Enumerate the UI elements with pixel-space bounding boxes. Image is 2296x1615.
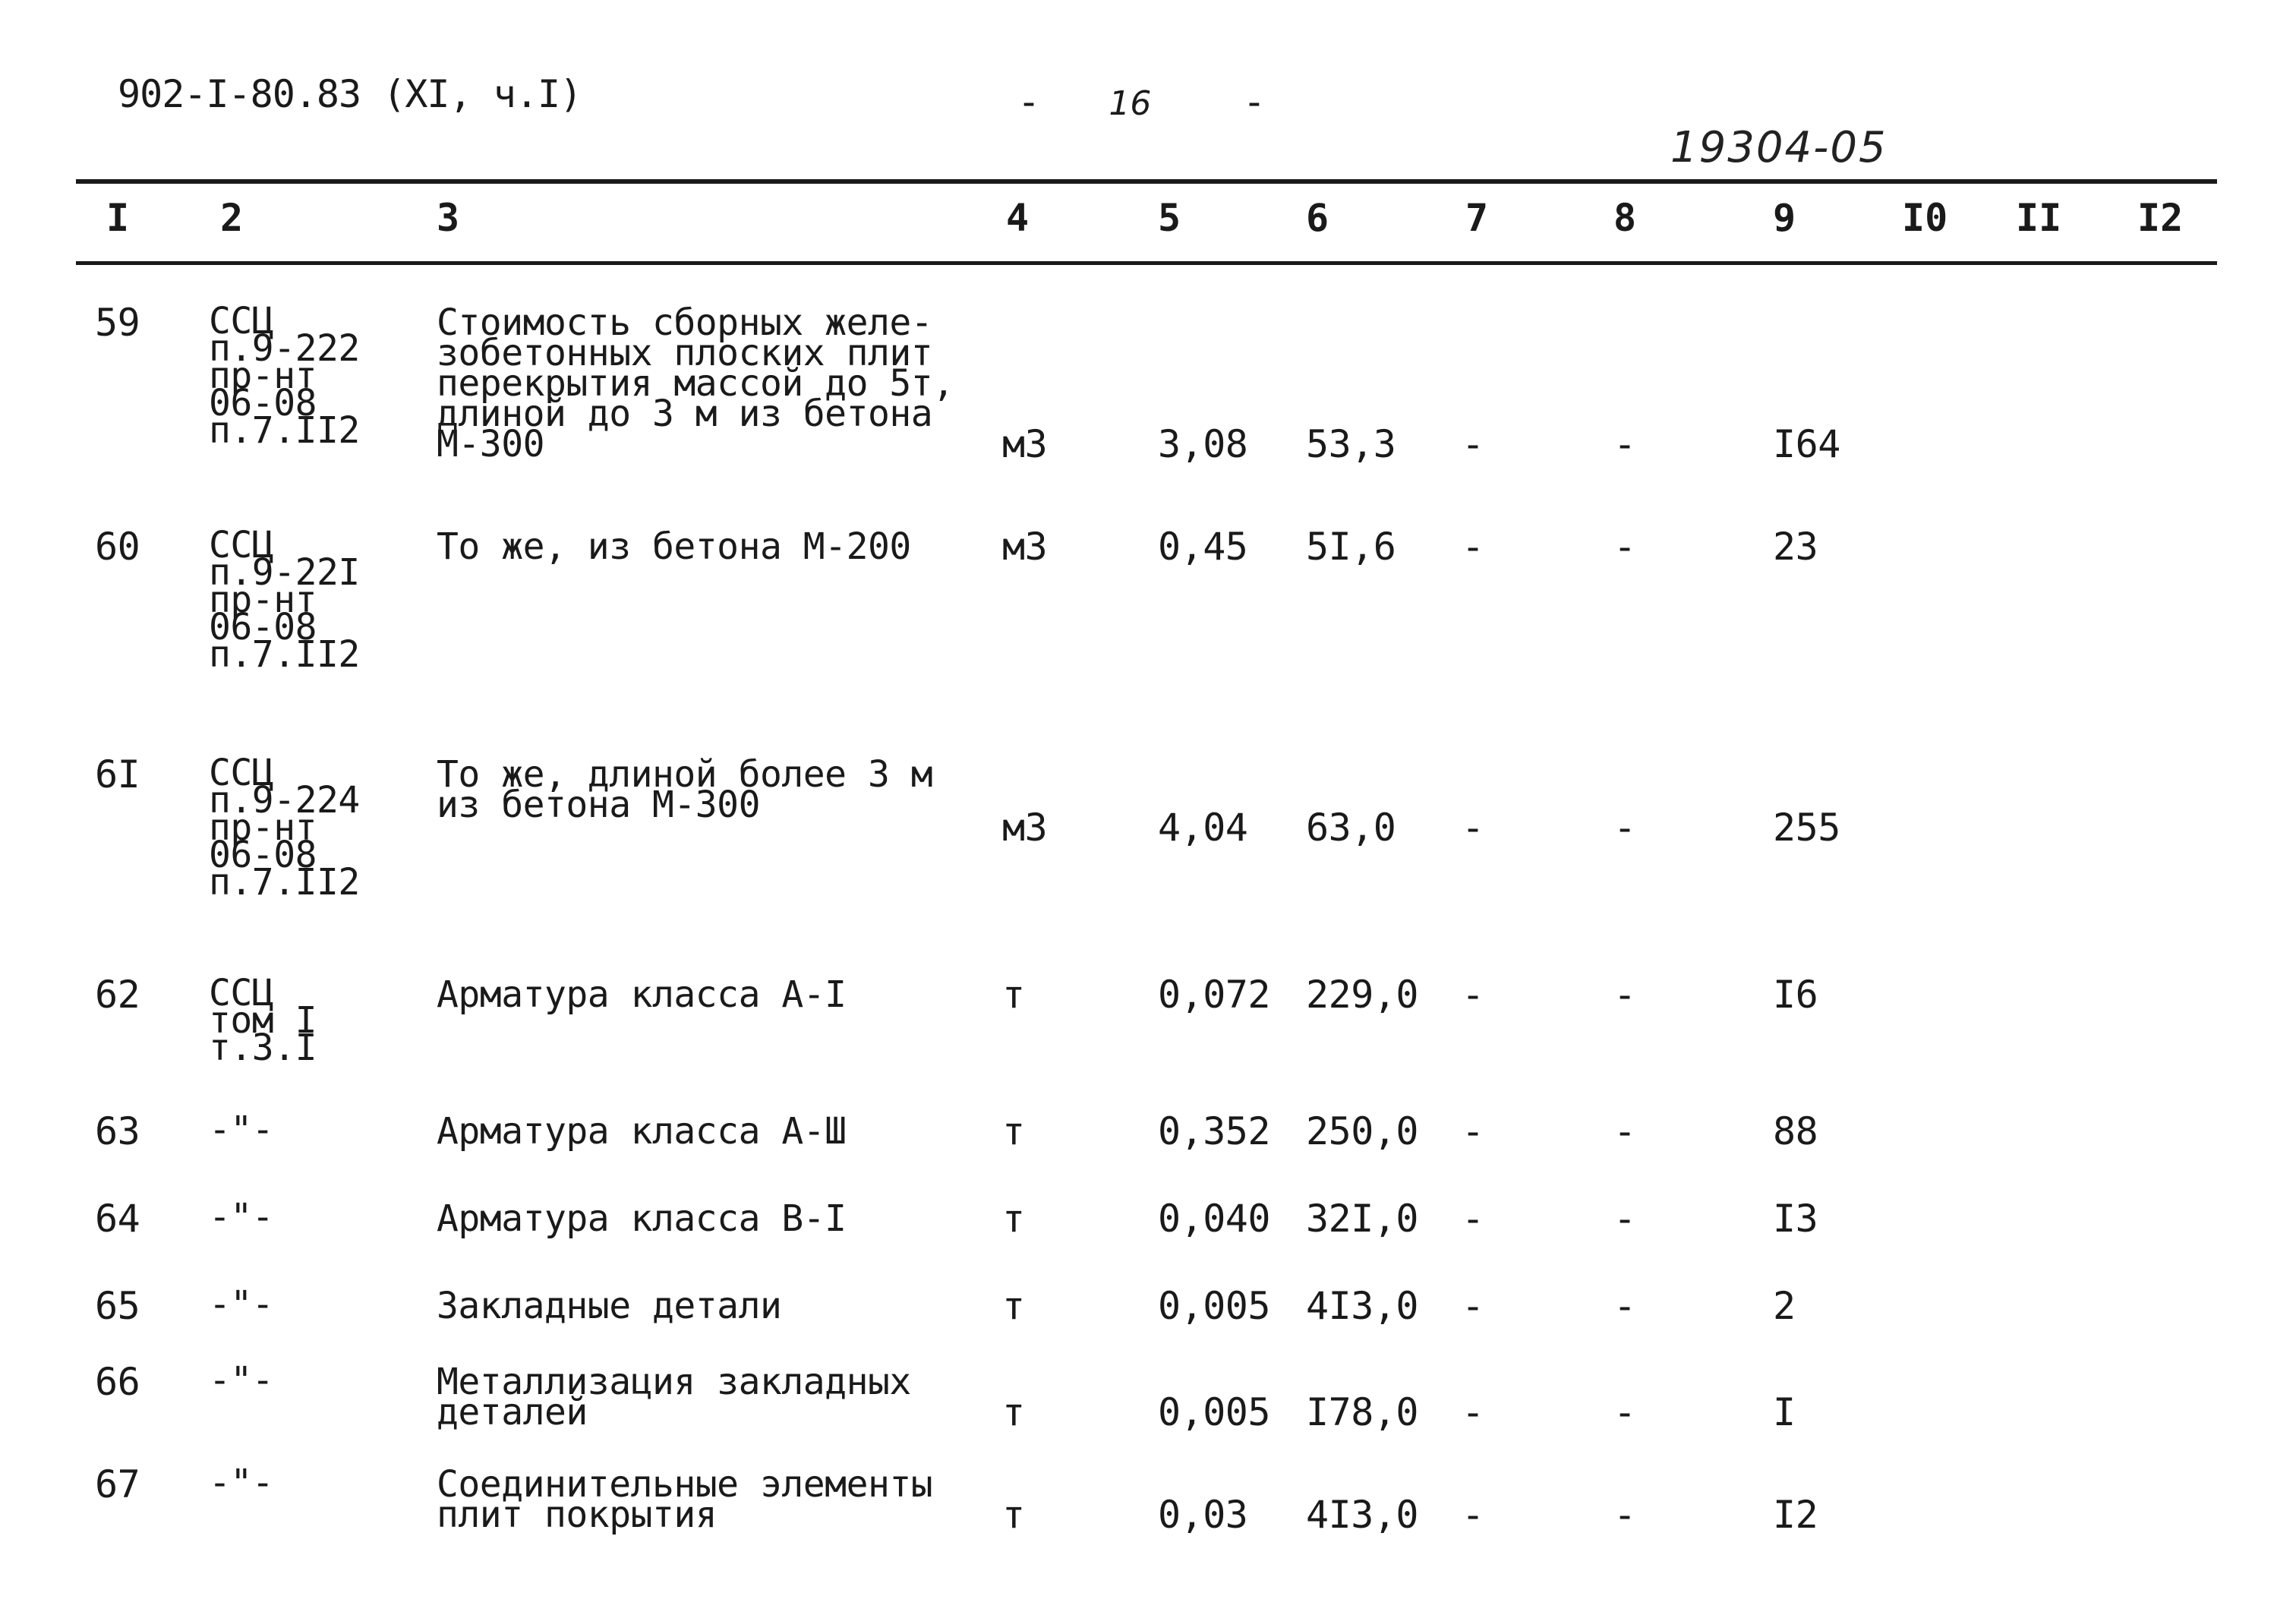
unit: т (1002, 973, 1025, 1017)
item-description: Закладные детали (437, 1285, 782, 1327)
price-reference: ССЦ том I т.3.I (209, 972, 317, 1069)
item-description: Металлизация закладных деталей (437, 1361, 911, 1434)
item-description: Арматура класса В-I (437, 1197, 847, 1240)
column-header-6: 6 (1306, 196, 1329, 240)
quantity: 4,04 (1158, 806, 1248, 850)
unit-price: 32I,0 (1306, 1197, 1419, 1241)
column-8-value: - (1613, 1197, 1636, 1241)
column-header-11: II (2016, 196, 2062, 240)
item-description: Соединительные элементы плит покрытия (437, 1463, 933, 1536)
quantity: 0,072 (1158, 973, 1271, 1017)
document-code: 902-I-80.83 (XI, ч.I) (118, 72, 582, 116)
unit-price: 4I3,0 (1306, 1493, 1419, 1537)
unit-price: 4I3,0 (1306, 1284, 1419, 1328)
page-number-dash-left: - (1017, 80, 1041, 124)
column-7-value: - (1462, 806, 1484, 850)
price-reference: -"- (209, 1196, 274, 1238)
quantity: 0,005 (1158, 1390, 1271, 1434)
row-number: 67 (95, 1462, 140, 1506)
row-number: 65 (95, 1284, 140, 1328)
row-number: 62 (95, 973, 140, 1017)
quantity: 3,08 (1158, 422, 1248, 466)
column-8-value: - (1613, 1284, 1636, 1328)
column-8-value: - (1613, 973, 1636, 1017)
row-number: 60 (95, 525, 140, 569)
column-7-value: - (1462, 525, 1484, 569)
unit-price: 53,3 (1306, 422, 1396, 466)
column-header-2: 2 (220, 196, 244, 240)
column-8-value: - (1613, 1390, 1636, 1434)
column-header-4: 4 (1006, 196, 1030, 240)
unit-price: 63,0 (1306, 806, 1396, 850)
column-8-value: - (1613, 1493, 1636, 1537)
unit-price: 250,0 (1306, 1109, 1419, 1153)
total-cost: 255 (1773, 806, 1840, 850)
unit: м3 (1002, 422, 1048, 466)
quantity: 0,040 (1158, 1197, 1271, 1241)
column-7-value: - (1462, 1493, 1484, 1537)
column-7-value: - (1462, 1390, 1484, 1434)
row-number: 63 (95, 1109, 140, 1153)
quantity: 0,45 (1158, 525, 1248, 569)
row-number: 66 (95, 1360, 140, 1404)
total-cost: I3 (1773, 1197, 1818, 1241)
table-top-rule (76, 179, 2217, 184)
item-description: То же, из бетона М-200 (437, 525, 911, 568)
quantity: 0,005 (1158, 1284, 1271, 1328)
price-reference: ССЦ п.9-224 пр-нт 06-08 п.7.II2 (209, 752, 360, 904)
column-8-value: - (1613, 806, 1636, 850)
price-reference: -"- (209, 1462, 274, 1504)
column-7-value: - (1462, 973, 1484, 1017)
column-header-10: I0 (1902, 196, 1948, 240)
item-description: Арматура класса А-Ш (437, 1110, 847, 1153)
unit-price: I78,0 (1306, 1390, 1419, 1434)
inventory-stamp: 19304-05 (1670, 123, 1888, 172)
unit: т (1002, 1197, 1025, 1241)
price-reference: -"- (209, 1283, 274, 1326)
total-cost: 88 (1773, 1109, 1818, 1153)
page-number: 16 (1109, 84, 1152, 123)
row-number: 6I (95, 752, 140, 796)
price-reference: -"- (209, 1359, 274, 1402)
column-header-7: 7 (1465, 196, 1489, 240)
column-7-value: - (1462, 422, 1484, 466)
unit: м3 (1002, 525, 1048, 569)
table-header-rule (76, 261, 2217, 265)
row-number: 59 (95, 301, 140, 345)
item-description: То же, длиной более 3 м из бетона М-300 (437, 753, 933, 826)
row-number: 64 (95, 1197, 140, 1241)
total-cost: I64 (1773, 422, 1840, 466)
unit: т (1002, 1493, 1025, 1537)
column-7-value: - (1462, 1197, 1484, 1241)
column-8-value: - (1613, 525, 1636, 569)
unit: т (1002, 1109, 1025, 1153)
total-cost: I2 (1773, 1493, 1818, 1537)
column-8-value: - (1613, 1109, 1636, 1153)
price-reference: -"- (209, 1109, 274, 1151)
total-cost: 2 (1773, 1284, 1796, 1328)
price-reference: ССЦ п.9-22I пр-нт 06-08 п.7.II2 (209, 524, 360, 676)
quantity: 0,352 (1158, 1109, 1271, 1153)
unit: т (1002, 1390, 1025, 1434)
column-8-value: - (1613, 422, 1636, 466)
column-header-12: I2 (2137, 196, 2184, 240)
total-cost: 23 (1773, 525, 1818, 569)
item-description: Стоимость сборных желе- зобетонных плоских плит перекрытия массой до 5т, длиной до 3 м из бетона М-300 (437, 301, 954, 465)
quantity: 0,03 (1158, 1493, 1248, 1537)
column-7-value: - (1462, 1109, 1484, 1153)
item-description: Арматура класса А-I (437, 973, 847, 1016)
column-header-9: 9 (1773, 196, 1796, 240)
column-7-value: - (1462, 1284, 1484, 1328)
column-header-5: 5 (1158, 196, 1181, 240)
price-reference: ССЦ п.9-222 пр-нт 06-08 п.7.II2 (209, 300, 360, 452)
unit: т (1002, 1284, 1025, 1328)
column-header-8: 8 (1613, 196, 1637, 240)
total-cost: I (1773, 1390, 1796, 1434)
total-cost: I6 (1773, 973, 1818, 1017)
column-header-3: 3 (437, 196, 460, 240)
unit-price: 5I,6 (1306, 525, 1396, 569)
page-number-block (1017, 80, 1266, 124)
page-number-dash-right: - (1242, 80, 1266, 124)
unit-price: 229,0 (1306, 973, 1419, 1017)
column-header-1: I (106, 196, 130, 240)
unit: м3 (1002, 806, 1048, 850)
